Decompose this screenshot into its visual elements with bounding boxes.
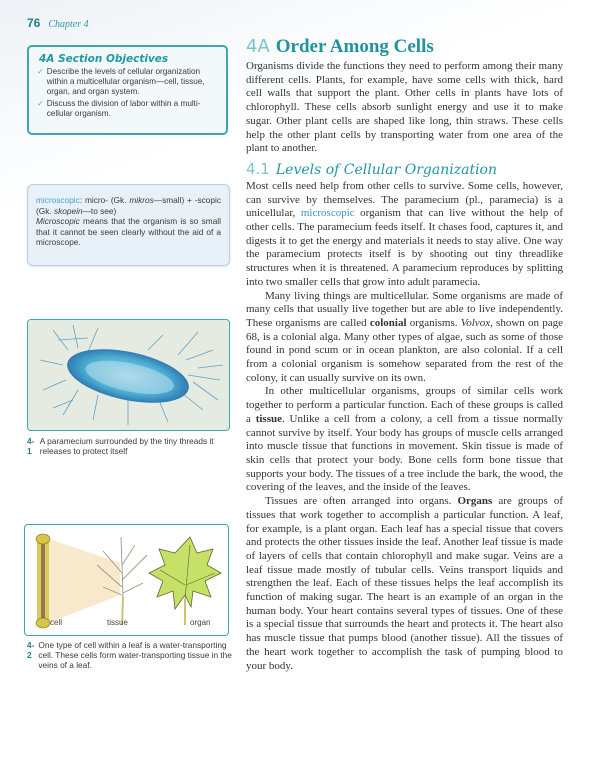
- term-organs: Organs: [457, 495, 493, 508]
- paragraph-tissue: [246, 385, 563, 495]
- objective-item: [37, 99, 218, 119]
- page-number: 76: [27, 16, 41, 30]
- main-text-column: [246, 36, 563, 673]
- objectives-title: 4A Section Objectives: [39, 53, 169, 65]
- text: Many living things are multicellular. Some organisms are made of many cells that usually live together but are able to live independently. These organisms are called: [246, 289, 563, 329]
- subsection-number: 4.1: [246, 159, 270, 178]
- text: Most cells need help from other cells to survive. Some cells, however, can survive by themselves. The paramecium (pl., paramecia) is a unicellular,: [246, 179, 563, 220]
- paramecium-illustration: [28, 320, 228, 430]
- term-colonial: colonial: [369, 316, 407, 329]
- section-number: 4A: [246, 36, 270, 57]
- definition-term: Microscopic: [36, 216, 80, 226]
- text: Tissues are often arranged into organs.: [265, 495, 458, 508]
- check-icon: ✓: [37, 99, 44, 108]
- text: organisms.: [406, 316, 461, 329]
- objective-text: Describe the levels of cellular organization within a multicellular organism—cell, tissue, organ, and organ system.: [46, 67, 205, 96]
- check-icon: ✓: [37, 67, 44, 76]
- figure-4-2-caption: [27, 640, 232, 670]
- caption-text: One type of cell within a leaf is a water-transporting cell. These cells form water-transporting tissue in the veins of a leaf.: [38, 640, 232, 670]
- subsection-heading: [246, 160, 563, 179]
- etymology-text: —small) + -scopic (Gk.: [36, 195, 221, 216]
- chapter-label: Chapter 4: [48, 19, 89, 30]
- term-tissue: tissue: [255, 412, 282, 425]
- etymology-greek: mikros: [129, 195, 154, 205]
- running-header: [27, 16, 89, 30]
- text: organism that can live without the help of other cells. The paramecium feeds itself. It chases food, captures it, and digests it to get the energy and materials it needs to stay alive. One way the paramecium protects itself is by shooting out tiny threadlike structures when it is threatened. A paramecium reproduces by splitting into two smaller cells that grow into adult paramecia.: [246, 207, 563, 288]
- section-heading: [246, 36, 563, 58]
- text: shown on page 68, is a colonial alga. Many other types of algae, such as some of those found in pond scum or in ocean plankton, are also colonial. If a cell from a colonial organism is somehow separated from the rest of the colony, it can usually survive on its own.: [246, 316, 563, 384]
- caption-text: A paramecium surrounded by the tiny threads it releases to protect itself: [39, 436, 214, 456]
- term-volvox: Volvox,: [460, 316, 493, 329]
- figure-number: 4-1: [27, 436, 35, 456]
- label-cell: cell: [50, 618, 63, 627]
- section-objectives-box: [27, 45, 228, 135]
- vocabulary-box: [27, 184, 230, 266]
- section-intro-paragraph: Organisms divide the functions they need to perform among their many different cells. Plants, for example, have some cells with thick, hard cell walls that support the plant. Other cells in plants have lots of chlorophyll. These cells absorb sunlight energy and use it to make sugar. Other plant cells are shaped like long, thin straws. These cells help the other plant cells by transporting water from one area of the plant to another.: [246, 60, 563, 155]
- figure-number: 4-2: [27, 640, 35, 660]
- vocab-etymology: [36, 195, 221, 216]
- label-organ: organ: [190, 618, 211, 627]
- figure-leaf-organization-image: [24, 524, 229, 636]
- text: . Unlike a cell from a colony, a cell from a tissue normally cannot survive by itself. Your body has groups of muscle cells arranged into muscle tissue that functions in movement. Skin tissue is made of skin cells that protect your body. Bone cells form bone tissue that supports your body. The tissues of a tree include the bark, the wood, the covering of the leaves, and the inside of the leaves.: [246, 412, 563, 494]
- etymology-greek: skopein: [53, 205, 83, 216]
- objective-item: [37, 67, 218, 97]
- figure-paramecium-image: [27, 319, 230, 431]
- section-title: Order Among Cells: [275, 36, 434, 57]
- etymology-text: : micro- (Gk.: [79, 195, 130, 205]
- subsection-title: Levels of Cellular Organization: [275, 161, 497, 178]
- definition-text: means that the organism is so small that it cannot be seen clearly without the aid of a microscope.: [36, 216, 221, 247]
- paragraph-paramecium: [246, 180, 563, 290]
- text: are groups of tissues that work together to accomplish a particular function. A leaf, for example, is a plant organ. Each leaf has a special tissue that covers and protects the other tissues inside the leaf. Another leaf tissue is made of layers of cells that contain chlorophyll and make sugar. Veins are a leaf tissue made mostly of tubular cells. Veins transport liquids and strengthen the leaf. Each of these tissues helps the leaf accomplish its function of making sugar. The heart is an example of an organ in the human body. Your heart contains several types of tissues. One of these is a special tissue that surrounds the heart and protects it. The heart also has muscle tissue that pumps blood (another tissue). All the tissues of the heart work together to accomplish the task of pumping blood to your body.: [246, 495, 563, 672]
- vocab-definition: [36, 216, 221, 248]
- vocab-term: microscopic: [36, 195, 80, 205]
- text: In other multicellular organisms, groups of similar cells work together to perform a particular function. Each of these groups is called a: [246, 385, 563, 425]
- etymology-text: —to see): [82, 205, 117, 216]
- paragraph-organs: [246, 495, 563, 673]
- objective-text: Discuss the division of labor within a multi-cellular organism.: [46, 99, 201, 118]
- paragraph-colonial: [246, 290, 563, 386]
- label-tissue: tissue: [107, 618, 128, 627]
- figure-4-1-caption: [27, 436, 232, 456]
- microscopic-glossary-link[interactable]: microscopic: [300, 207, 355, 220]
